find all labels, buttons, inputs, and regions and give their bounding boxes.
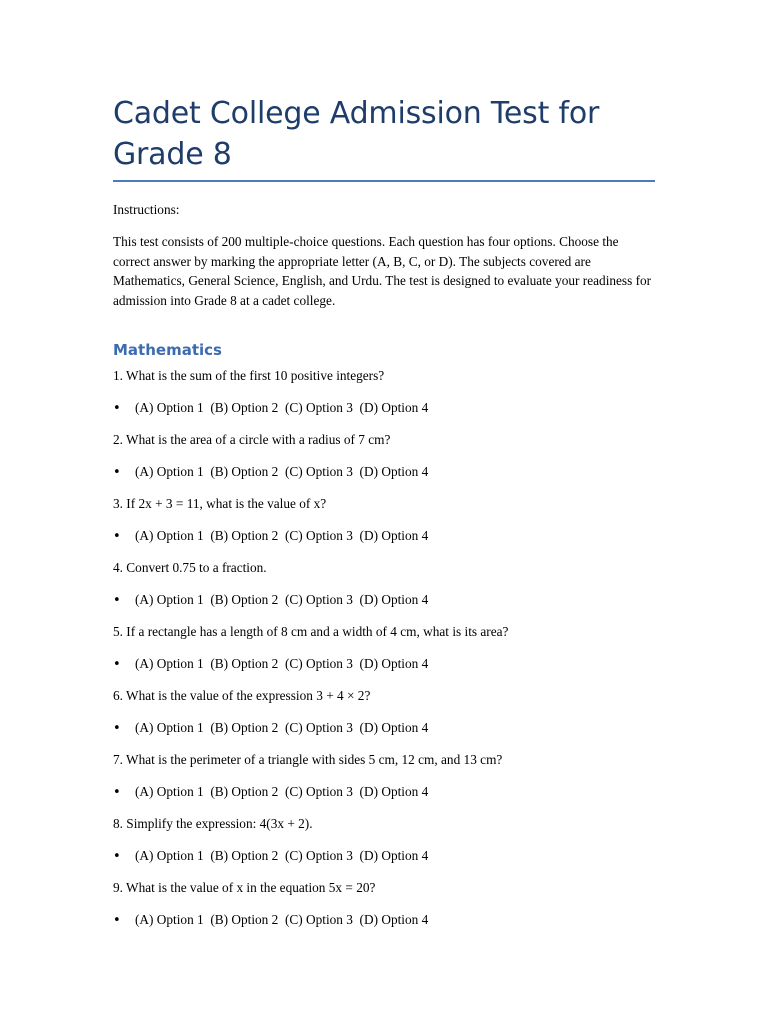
question-options: (A) Option 1 (B) Option 2 (C) Option 3 (D) Option 4 bbox=[135, 464, 429, 479]
options-list-item bbox=[113, 526, 428, 547]
question-item bbox=[113, 622, 655, 686]
page-title: Cadet College Admission Test for Grade 8 bbox=[113, 96, 600, 172]
question-item bbox=[113, 686, 655, 750]
question-options: (A) Option 1 (B) Option 2 (C) Option 3 (D) Option 4 bbox=[135, 720, 429, 735]
question-options: (A) Option 1 (B) Option 2 (C) Option 3 (D) Option 4 bbox=[135, 848, 429, 863]
question-text: 3. If 2x + 3 = 11, what is the value of x? bbox=[113, 496, 327, 511]
section-heading-mathematics: Mathematics bbox=[113, 341, 222, 359]
question-item bbox=[113, 558, 655, 622]
question-options: (A) Option 1 (B) Option 2 (C) Option 3 (D) Option 4 bbox=[135, 912, 429, 927]
options-list-item bbox=[113, 398, 428, 419]
question-options: (A) Option 1 (B) Option 2 (C) Option 3 (D) Option 4 bbox=[135, 592, 429, 607]
bullet-icon: • bbox=[113, 785, 121, 800]
question-options: (A) Option 1 (B) Option 2 (C) Option 3 (D) Option 4 bbox=[135, 528, 429, 543]
options-list-item bbox=[113, 590, 428, 611]
question-text: 1. What is the sum of the first 10 positive integers? bbox=[113, 368, 385, 383]
question-text: 7. What is the perimeter of a triangle with sides 5 cm, 12 cm, and 13 cm? bbox=[113, 752, 503, 767]
options-list-item bbox=[113, 910, 428, 931]
question-item bbox=[113, 366, 655, 430]
question-text: 5. If a rectangle has a length of 8 cm and a width of 4 cm, what is its area? bbox=[113, 624, 509, 639]
bullet-icon: • bbox=[113, 401, 121, 416]
bullet-icon: • bbox=[113, 913, 121, 928]
options-list-item bbox=[113, 462, 428, 483]
question-list bbox=[113, 366, 655, 942]
options-list-item bbox=[113, 718, 428, 739]
bullet-icon: • bbox=[113, 657, 121, 672]
question-text: 2. What is the area of a circle with a radius of 7 cm? bbox=[113, 432, 391, 447]
bullet-icon: • bbox=[113, 593, 121, 608]
question-text: 6. What is the value of the expression 3 + 4 × 2? bbox=[113, 688, 371, 703]
options-list-item bbox=[113, 782, 428, 803]
question-item bbox=[113, 750, 655, 814]
question-text: 9. What is the value of x in the equation 5x = 20? bbox=[113, 880, 376, 895]
bullet-icon: • bbox=[113, 465, 121, 480]
question-options: (A) Option 1 (B) Option 2 (C) Option 3 (D) Option 4 bbox=[135, 400, 429, 415]
question-item bbox=[113, 430, 655, 494]
question-item bbox=[113, 878, 655, 942]
bullet-icon: • bbox=[113, 721, 121, 736]
question-text: 8. Simplify the expression: 4(3x + 2). bbox=[113, 816, 313, 831]
question-item bbox=[113, 494, 655, 558]
question-options: (A) Option 1 (B) Option 2 (C) Option 3 (D) Option 4 bbox=[135, 784, 429, 799]
instructions-label: Instructions: bbox=[113, 202, 180, 217]
bullet-icon: • bbox=[113, 529, 121, 544]
bullet-icon: • bbox=[113, 849, 121, 864]
instructions-text: This test consists of 200 multiple-choice questions. Each question has four options. Choose the correct answer by marking the appropriate letter (A, B, C, or D). The subjects covered are Mathematics, General Science, English, and Urdu. The test is designed to evaluate your readiness for admission into Grade 8 at a cadet college. bbox=[113, 234, 652, 308]
options-list-item bbox=[113, 846, 428, 867]
title-divider bbox=[113, 180, 655, 182]
options-list-item bbox=[113, 654, 428, 675]
question-text: 4. Convert 0.75 to a fraction. bbox=[113, 560, 267, 575]
question-options: (A) Option 1 (B) Option 2 (C) Option 3 (D) Option 4 bbox=[135, 656, 429, 671]
question-item bbox=[113, 814, 655, 878]
